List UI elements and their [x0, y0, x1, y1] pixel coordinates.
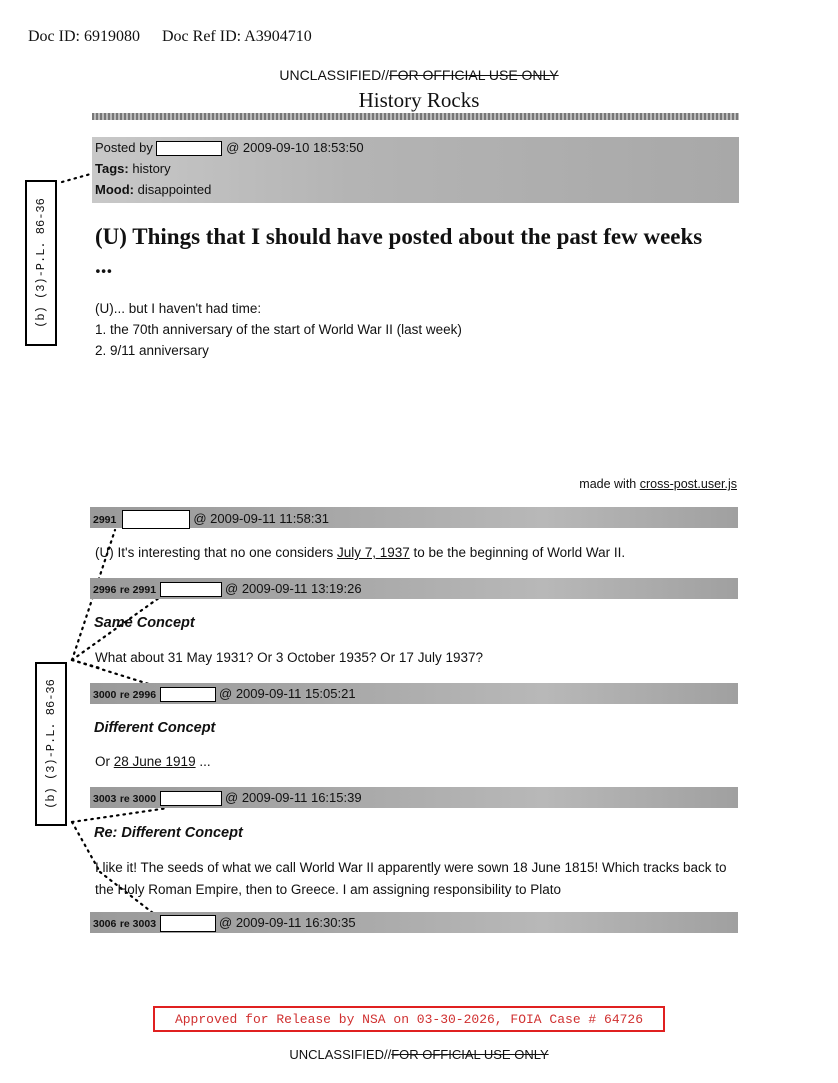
classification-struck: FOR OFFICIAL USE ONLY	[389, 67, 559, 83]
comment-reply[interactable]: re 2996	[119, 689, 157, 701]
tags-label: Tags:	[95, 161, 129, 176]
comment-subject-3000: Different Concept	[94, 720, 216, 736]
post-body-line-2: 1. the 70th anniversary of the start of World War II (last week)	[95, 322, 462, 337]
comment-text-3000: Or 28 June 1919 ...	[95, 754, 211, 769]
comment-link[interactable]: 28 June 1919	[113, 754, 196, 769]
comment-header-3006	[90, 912, 738, 933]
redaction-box	[160, 582, 222, 597]
comment-timestamp: @ 2009-09-11 16:30:35	[219, 915, 356, 930]
mood-line	[95, 182, 211, 197]
classification-prefix: UNCLASSIFIED//	[279, 67, 390, 83]
comment-subject-3003: Re: Different Concept	[94, 825, 243, 841]
exemption-box-bottom	[35, 662, 67, 826]
title-rule	[92, 113, 739, 120]
comment-timestamp: @ 2009-09-11 16:15:39	[225, 790, 362, 805]
comment-reply[interactable]: re 3003	[119, 918, 157, 930]
mood-label: Mood:	[95, 182, 134, 197]
comment-text-3003: I like it! The seeds of what we call World War II apparently were sown 18 June 1815! Which tracks back to the Holy Roman Empire, then to Greece. I am assigning responsibility to Plato	[95, 860, 727, 897]
redaction-box	[160, 687, 216, 702]
post-title: (U) Things that I should have posted about the past few weeks ...	[95, 224, 703, 278]
posted-by-label: Posted by	[95, 140, 153, 155]
site-title: History Rocks	[358, 88, 480, 112]
post-body-line-3: 2. 9/11 anniversary	[95, 343, 209, 358]
redaction-box	[160, 915, 216, 932]
tags-value[interactable]: history	[132, 161, 171, 176]
posted-at: @ 2009-09-10 18:53:50	[226, 140, 364, 155]
exemption-box-top	[25, 180, 57, 346]
tags-line	[95, 161, 171, 176]
classification-prefix: UNCLASSIFIED//	[289, 1047, 392, 1062]
doc-id: Doc ID: 6919080	[28, 28, 140, 45]
comment-header-3000	[90, 683, 738, 704]
made-with-link[interactable]: cross-post.user.js	[639, 477, 737, 491]
made-with-label: made with	[579, 477, 640, 491]
comment-timestamp: @ 2009-09-11 13:19:26	[225, 581, 362, 596]
comment-id[interactable]: 3006	[93, 918, 117, 930]
post-body-line-1: (U)... but I haven't had time:	[95, 301, 262, 316]
leader-line-3003	[72, 808, 168, 822]
mood-value: disappointed	[137, 182, 212, 197]
release-stamp: Approved for Release by NSA on 03-30-2026, FOIA Case # 64726	[153, 1006, 665, 1032]
redaction-box	[160, 791, 222, 806]
comment-link[interactable]: July 7, 1937	[336, 545, 410, 560]
comment-id[interactable]: 2991	[93, 513, 117, 526]
classification-banner-bottom	[0, 1047, 838, 1062]
comment-header-2991	[90, 507, 738, 528]
comment-header-3003	[90, 787, 738, 808]
comment-timestamp: @ 2009-09-11 15:05:21	[219, 686, 356, 701]
classification-banner-top	[0, 67, 838, 83]
doc-id-line	[28, 28, 330, 46]
comment-id[interactable]: 3003	[93, 793, 117, 805]
comment-id[interactable]: 3000	[93, 689, 117, 701]
classification-struck: FOR OFFICIAL USE ONLY	[391, 1047, 549, 1062]
comment-header-2996	[90, 578, 738, 599]
post-meta-box	[92, 137, 739, 203]
comment-text-2991: (U) It's interesting that no one considers July 7, 1937 to be the beginning of World War II.	[95, 545, 626, 560]
comment-id[interactable]: 2996	[93, 584, 117, 596]
comment-subject-2996: Same Concept	[94, 615, 195, 631]
doc-ref-id: Doc Ref ID: A3904710	[161, 28, 312, 45]
comment-reply[interactable]: re 2991	[119, 584, 157, 596]
exemption-text-top: (b) (3)-P.L. 86-36	[34, 198, 48, 328]
posted-by-line	[95, 140, 364, 156]
redaction-box	[122, 510, 190, 529]
comment-timestamp: @ 2009-09-11 11:58:31	[193, 510, 329, 526]
redaction-box	[156, 141, 222, 156]
made-with-line	[579, 477, 737, 491]
exemption-text-bottom: (b) (3)-P.L. 86-36	[44, 679, 58, 809]
comment-text-2996: What about 31 May 1931? Or 3 October 1935? Or 17 July 1937?	[95, 650, 483, 665]
comment-reply[interactable]: re 3000	[119, 793, 157, 805]
